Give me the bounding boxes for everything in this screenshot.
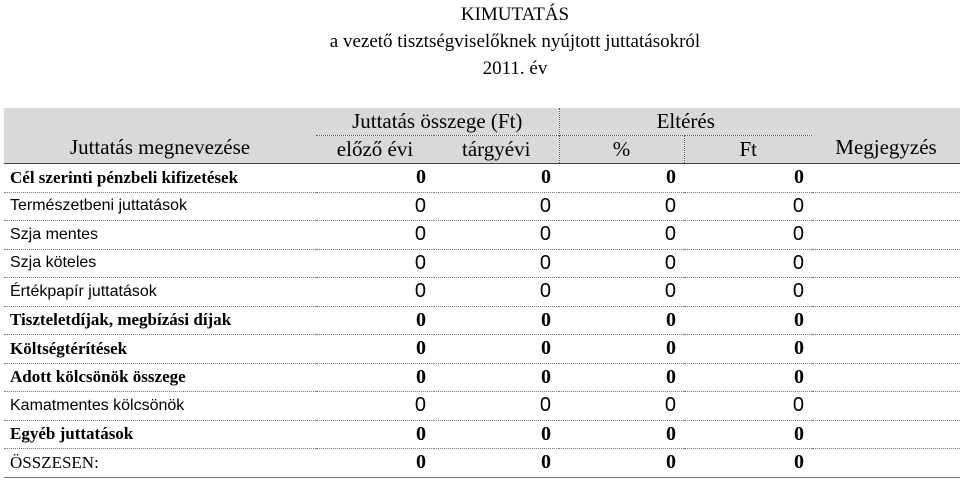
header-amount-group: Juttatás összege (Ft)	[316, 108, 559, 136]
header-note: Megjegyzés	[812, 108, 960, 164]
row-label: ÖSSZESEN:	[4, 449, 316, 478]
row-note	[812, 449, 960, 478]
row-note	[812, 192, 960, 221]
row-ft: 0	[684, 249, 812, 278]
row-prev: 0	[316, 392, 434, 421]
row-note	[812, 335, 960, 364]
header-prev-year: előző évi	[316, 136, 434, 164]
row-pct: 0	[559, 363, 684, 392]
table-row	[4, 335, 960, 364]
row-prev: 0	[316, 306, 434, 335]
row-prev: 0	[316, 192, 434, 221]
header-diff-pct: %	[559, 136, 684, 164]
row-label: Cél szerinti pénzbeli kifizetések	[4, 164, 316, 193]
row-note	[812, 392, 960, 421]
row-prev: 0	[316, 221, 434, 250]
row-pct: 0	[559, 278, 684, 307]
row-pct: 0	[559, 306, 684, 335]
row-ft: 0	[684, 449, 812, 478]
table-header-row-1	[4, 108, 960, 136]
row-prev: 0	[316, 278, 434, 307]
row-ft: 0	[684, 363, 812, 392]
header-name: Juttatás megnevezése	[4, 108, 316, 164]
row-ft: 0	[684, 392, 812, 421]
row-curr: 0	[434, 249, 559, 278]
row-pct: 0	[559, 192, 684, 221]
table-row	[4, 249, 960, 278]
row-note	[812, 306, 960, 335]
row-ft: 0	[684, 164, 812, 193]
row-pct: 0	[559, 449, 684, 478]
table-row	[4, 164, 960, 193]
row-label: Egyéb juttatások	[4, 420, 316, 449]
row-ft: 0	[684, 192, 812, 221]
table-row	[4, 278, 960, 307]
row-pct: 0	[559, 335, 684, 364]
row-note	[812, 221, 960, 250]
row-label: Kamatmentes kölcsönök	[4, 392, 316, 421]
row-curr: 0	[434, 306, 559, 335]
row-prev: 0	[316, 164, 434, 193]
row-ft: 0	[684, 306, 812, 335]
row-prev: 0	[316, 420, 434, 449]
row-note	[812, 363, 960, 392]
header-diff-group: Eltérés	[559, 108, 812, 136]
table-row	[4, 221, 960, 250]
row-curr: 0	[434, 420, 559, 449]
row-ft: 0	[684, 335, 812, 364]
report-title-block	[0, 0, 960, 100]
table-row-total	[4, 449, 960, 478]
row-pct: 0	[559, 164, 684, 193]
row-curr: 0	[434, 221, 559, 250]
table-row	[4, 420, 960, 449]
row-curr: 0	[434, 335, 559, 364]
row-curr: 0	[434, 192, 559, 221]
row-label: Tiszteletdíjak, megbízási díjak	[4, 306, 316, 335]
row-ft: 0	[684, 221, 812, 250]
row-pct: 0	[559, 392, 684, 421]
row-curr: 0	[434, 278, 559, 307]
row-prev: 0	[316, 449, 434, 478]
row-curr: 0	[434, 449, 559, 478]
table-row	[4, 392, 960, 421]
row-ft: 0	[684, 420, 812, 449]
row-label: Költségtérítések	[4, 335, 316, 364]
report-subtitle: a vezető tisztségviselőknek nyújtott juttatásokról	[329, 31, 701, 52]
row-label: Értékpapír juttatások	[4, 278, 316, 307]
row-note	[812, 278, 960, 307]
benefits-table	[4, 108, 960, 478]
header-current-year: tárgyévi	[434, 136, 559, 164]
row-note	[812, 420, 960, 449]
row-label: Szja köteles	[4, 249, 316, 278]
row-curr: 0	[434, 363, 559, 392]
row-pct: 0	[559, 249, 684, 278]
row-curr: 0	[434, 392, 559, 421]
row-note	[812, 249, 960, 278]
row-note	[812, 164, 960, 193]
row-curr: 0	[434, 164, 559, 193]
report-title: KIMUTATÁS	[460, 4, 570, 25]
table-row	[4, 192, 960, 221]
row-label: Természetbeni juttatások	[4, 192, 316, 221]
row-prev: 0	[316, 363, 434, 392]
header-diff-ft: Ft	[684, 136, 812, 164]
report-year: 2011. év	[482, 58, 548, 79]
table-row	[4, 363, 960, 392]
row-label: Adott kölcsönök összege	[4, 363, 316, 392]
row-prev: 0	[316, 335, 434, 364]
row-pct: 0	[559, 221, 684, 250]
table-row	[4, 306, 960, 335]
row-ft: 0	[684, 278, 812, 307]
row-label: Szja mentes	[4, 221, 316, 250]
row-pct: 0	[559, 420, 684, 449]
row-prev: 0	[316, 249, 434, 278]
